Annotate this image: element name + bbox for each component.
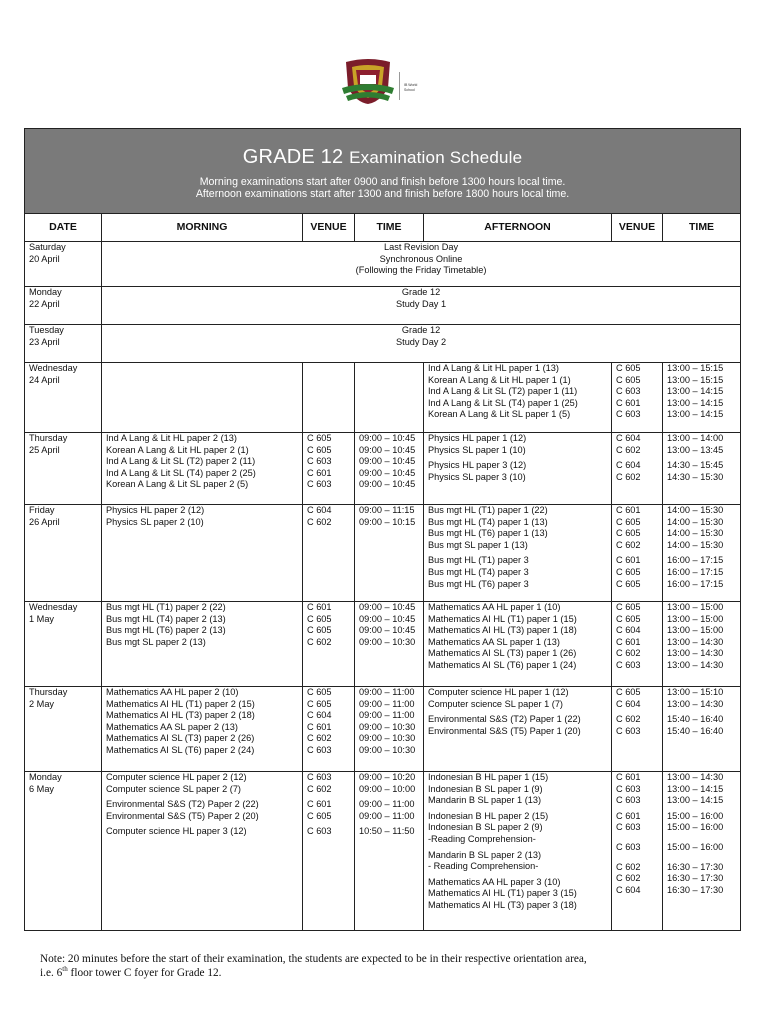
cell-line: Ind A Lang & Lit SL (T2) paper 1 (11) [428,386,578,397]
cell-line: C 602 [616,471,641,482]
cell-line: C 603 [616,795,641,806]
cell-line: 09:00 – 10:15 [359,516,416,527]
cell-line: Mathematics AA HL paper 2 (10) [106,687,239,697]
cell-line: 13:00 – 14:15 [667,386,724,397]
cell-line: C 604 [616,625,641,636]
cell-line: C 603 [616,841,641,852]
afternoon-venue-cell [612,687,663,772]
cell-line: C 603 [307,772,332,782]
column-header-morning: MORNING [102,214,303,242]
afternoon-time-cell [663,363,741,433]
cell-line: C 601 [307,602,332,612]
cell-line: Grade 12 [401,325,441,335]
cell-line: Wednesday [29,602,78,612]
cell-line: C 603 [616,822,641,833]
cell-line: 09:00 – 11:00 [359,710,415,721]
cell-line: 13:00 – 14:30 [667,659,724,670]
cell-line: C 601 [616,772,641,782]
afternoon-cell [424,505,612,602]
cell-line: Ind A Lang & Lit SL (T2) paper 2 (11) [106,456,256,467]
cell-line: 13:00 – 14:15 [667,397,724,408]
cell-line: Bus mgt HL (T1) paper 3 [428,555,529,566]
cell-line: 24 April [29,374,60,385]
date-cell [25,772,102,931]
cell-line: 1 May [29,613,55,624]
cell-line: Mathematics AI HL (T1) paper 1 (15) [428,613,577,624]
cell-line: Bus mgt HL (T6) paper 1 (13) [428,528,548,539]
column-header-venue: VENUE [303,214,355,242]
cell-line: C 605 [307,613,332,624]
cell-line: 15:00 – 16:00 [667,822,724,833]
cell-line: C 605 [307,433,332,443]
cell-line: Bus mgt HL (T1) paper 1 (22) [428,505,548,515]
afternoon-venue-cell [612,772,663,931]
afternoon-time-cell [663,687,741,772]
cell-line: Grade 12 [401,287,441,297]
cell-line: Ind A Lang & Lit SL (T4) paper 2 (25) [106,467,256,478]
cell-line: Bus mgt SL paper 1 (13) [428,539,528,550]
cell-line: Bus mgt HL (T4) paper 3 [428,566,529,577]
cell-line: Tuesday [29,325,64,335]
cell-line: C 603 [307,826,332,837]
cell-line: Mathematics AI SL (T6) paper 1 (24) [428,659,577,670]
morning-time-cell [355,363,424,433]
cell-line: 16:30 – 17:30 [667,884,724,895]
cell-line: Mathematics AA SL paper 2 (13) [106,721,238,732]
cell-line: C 602 [616,714,641,725]
cell-line: 14:00 – 15:30 [667,539,724,550]
cell-line: C 603 [307,479,332,490]
cell-line: Thursday [29,433,68,443]
cell-line: C 605 [307,444,332,455]
cell-line: 20 April [29,253,60,264]
cell-line: C 605 [616,566,641,577]
morning-time-cell [355,687,424,772]
cell-line: Bus mgt SL paper 2 (13) [106,636,206,647]
cell-line: 16:00 – 17:15 [667,555,724,566]
cell-line: Mathematics AI HL (T1) paper 2 (15) [106,698,255,709]
cell-line: 09:00 – 10:00 [359,783,416,794]
cell-line: 09:00 – 10:30 [359,744,416,755]
cell-line: C 605 [307,698,332,709]
cell-line: Physics HL paper 1 (12) [428,433,527,443]
cell-line: Mathematics AA HL paper 3 (10) [428,876,561,887]
exam-schedule-table [24,128,741,931]
cell-line: 09:00 – 10:20 [359,772,416,782]
cell-line: 09:00 – 11:00 [359,687,415,697]
cell-line: Mathematics AI SL (T3) paper 2 (26) [106,733,255,744]
cell-line: Mathematics AI HL (T3) paper 1 (18) [428,625,577,636]
cell-line: Bus mgt HL (T1) paper 2 (22) [106,602,226,612]
cell-line: 26 April [29,516,60,527]
cell-line: Korean A Lang & Lit HL paper 2 (1) [106,444,249,455]
cell-line: C 605 [616,578,641,589]
afternoon-cell [424,433,612,505]
cell-line: C 601 [616,555,641,566]
column-header-time: TIME [663,214,741,242]
morning-venue-cell [303,772,355,931]
cell-line: C 602 [307,733,332,744]
cell-line: - Reading Comprehension- [428,861,539,872]
cell-line: 2 May [29,698,55,709]
cell-line: C 605 [616,687,641,697]
morning-venue-cell [303,433,355,505]
cell-line: 13:00 – 14:30 [667,698,724,709]
cell-line: 13:00 – 15:00 [667,613,724,624]
date-cell [25,505,102,602]
cell-line: Mathematics AA SL paper 1 (13) [428,636,560,647]
cell-line: C 603 [616,409,641,420]
cell-line: Bus mgt HL (T6) paper 3 [428,578,529,589]
cell-line: C 602 [616,539,641,550]
cell-line: C 602 [307,783,332,794]
cell-line: Ind A Lang & Lit HL paper 2 (13) [106,433,237,443]
column-header-venue: VENUE [612,214,663,242]
afternoon-venue-cell [612,602,663,687]
cell-line: 14:30 – 15:45 [667,460,724,471]
cell-line: 16:30 – 17:30 [667,873,724,884]
cell-line: 25 April [29,444,60,455]
cell-line: Mathematics AI HL (T3) paper 3 (18) [428,899,577,910]
morning-time-cell [355,505,424,602]
morning-cell [102,505,303,602]
cell-line: 16:30 – 17:30 [667,861,724,872]
cell-line: 09:00 – 10:30 [359,733,416,744]
cell-line: 09:00 – 10:45 [359,433,416,443]
cell-line: C 602 [616,873,641,884]
merged-note-cell [102,325,741,363]
afternoon-cell [424,363,612,433]
table-header-row [25,214,741,242]
cell-line: C 602 [307,516,332,527]
morning-venue-cell [303,505,355,602]
cell-line: Mandarin B SL paper 2 (13) [428,849,542,860]
column-header-time: TIME [355,214,424,242]
cell-line: 22 April [29,298,60,309]
schedule-banner [25,129,741,214]
cell-line: 09:00 – 10:45 [359,456,416,467]
cell-line: Physics SL paper 2 (10) [106,516,204,527]
afternoon-venue-cell [612,433,663,505]
afternoon-time-cell [663,433,741,505]
cell-line: 09:00 – 10:45 [359,479,416,490]
cell-line: 10:50 – 11:50 [359,826,415,837]
cell-line: C 601 [616,397,641,408]
cell-line: 14:00 – 15:30 [667,505,724,515]
cell-line: Mathematics AI SL (T3) paper 1 (26) [428,648,577,659]
cell-line: Computer science SL paper 1 (7) [428,698,563,709]
cell-line: C 602 [616,648,641,659]
cell-line: Ind A Lang & Lit HL paper 1 (13) [428,363,559,373]
cell-line: C 605 [616,516,641,527]
cell-line: 13:00 – 15:15 [667,363,724,373]
cell-line: -Reading Comprehension- [428,833,536,844]
cell-line: 13:00 – 15:15 [667,374,724,385]
cell-line: C 604 [616,698,641,709]
cell-line: 13:00 – 15:10 [667,687,724,697]
page-title: GRADE 12 Examination Schedule [242,146,523,168]
cell-line: 09:00 – 10:45 [359,613,416,624]
date-cell [25,433,102,505]
afternoon-cell [424,602,612,687]
table-row [25,772,741,931]
cell-line: 09:00 – 11:00 [359,698,415,709]
cell-line: Computer science SL paper 2 (7) [106,783,241,794]
table-row [25,287,741,325]
cell-line: C 602 [616,444,641,455]
cell-line: (Following the Friday Timetable) [355,265,487,276]
cell-line: C 605 [616,363,641,373]
header-logo-area [0,58,768,108]
cell-line: 09:00 – 11:15 [359,505,415,515]
afternoon-time-cell [663,772,741,931]
cell-line: 13:00 – 13:45 [667,444,724,455]
cell-line: Physics HL paper 2 (12) [106,505,205,515]
cell-line: 13:00 – 14:30 [667,636,724,647]
cell-line: 13:00 – 14:00 [667,433,724,443]
cell-line: Indonesian B HL paper 1 (15) [428,772,549,782]
cell-line: 13:00 – 14:15 [667,795,724,806]
logo-divider [399,72,400,100]
cell-line: 09:00 – 11:00 [359,810,415,821]
cell-line: 14:30 – 15:30 [667,471,724,482]
cell-line: 09:00 – 10:45 [359,444,416,455]
cell-line: Indonesian B HL paper 2 (15) [428,810,549,821]
cell-line: Study Day 1 [396,298,447,309]
cell-line: Environmental S&S (T2) Paper 1 (22) [428,714,581,725]
morning-time-cell [355,433,424,505]
cell-line: C 601 [616,505,641,515]
cell-line: 13:00 – 14:30 [667,772,724,782]
footnote: Note: 20 minutes before the start of their examination, the students are expected to be in their respective orientation area, i.e. 6th floor tower C foyer for Grade 12. [40,953,587,979]
cell-line: 13:00 – 14:15 [667,783,724,794]
cell-line: Physics SL paper 3 (10) [428,471,526,482]
cell-line: Bus mgt HL (T6) paper 2 (13) [106,625,226,636]
morning-cell [102,772,303,931]
cell-line: 16:00 – 17:15 [667,578,724,589]
cell-line: 13:00 – 15:00 [667,602,724,612]
cell-line: C 604 [616,460,641,471]
cell-line: Korean A Lang & Lit SL paper 1 (5) [428,409,571,420]
cell-line: C 601 [616,636,641,647]
cell-line: C 605 [307,687,332,697]
cell-line: 13:00 – 15:00 [667,625,724,636]
morning-time-cell [355,602,424,687]
morning-time-cell [355,772,424,931]
cell-line: C 603 [616,386,641,397]
cell-line: 13:00 – 14:15 [667,409,724,420]
cell-line: C 602 [616,861,641,872]
table-row [25,242,741,287]
schedule-subtitle: Morning examinations start after 0900 and finish before 1300 hours local time. Afternoon examinations start after 1300 and finish before 1800 hours local time. [195,176,570,200]
cell-line: C 605 [307,625,332,636]
date-cell [25,687,102,772]
school-crest-icon [340,58,396,106]
cell-line: Thursday [29,687,68,697]
cell-line: Indonesian B SL paper 2 (9) [428,822,543,833]
cell-line: C 605 [616,528,641,539]
cell-line: Indonesian B SL paper 1 (9) [428,783,543,794]
date-cell [25,287,102,325]
cell-line: C 605 [616,602,641,612]
cell-line: Computer science HL paper 1 (12) [428,687,569,697]
cell-line: Synchronous Online [379,253,463,264]
cell-line: C 601 [616,810,641,821]
table-row [25,433,741,505]
cell-line: C 605 [616,374,641,385]
cell-line: C 601 [307,467,332,478]
table-row [25,505,741,602]
cell-line: Wednesday [29,363,78,373]
cell-line: Korean A Lang & Lit SL paper 2 (5) [106,479,249,490]
cell-line: C 603 [616,783,641,794]
morning-cell [102,363,303,433]
table-row [25,602,741,687]
cell-line: C 604 [616,884,641,895]
morning-venue-cell [303,602,355,687]
date-cell [25,325,102,363]
morning-cell [102,602,303,687]
cell-line: 09:00 – 10:30 [359,721,416,732]
cell-line: Monday [29,287,62,297]
cell-line: 15:00 – 16:00 [667,810,724,821]
cell-line: C 604 [616,433,641,443]
cell-line: Mathematics AI SL (T6) paper 2 (24) [106,744,255,755]
morning-venue-cell [303,687,355,772]
cell-line: 15:00 – 16:00 [667,841,724,852]
cell-line: C 605 [616,613,641,624]
cell-line: 6 May [29,783,55,794]
logo-tagline: IB World School [404,83,418,92]
cell-line: C 604 [307,505,332,515]
merged-note-cell [102,287,741,325]
cell-line: Environmental S&S (T5) Paper 1 (20) [428,725,581,736]
cell-line: Ind A Lang & Lit SL (T4) paper 1 (25) [428,397,578,408]
cell-line: C 604 [307,710,332,721]
cell-line: C 601 [307,799,332,810]
afternoon-time-cell [663,505,741,602]
cell-line: Saturday [29,242,66,252]
afternoon-cell [424,687,612,772]
table-row [25,363,741,433]
cell-line: 09:00 – 10:30 [359,636,416,647]
cell-line: Physics SL paper 1 (10) [428,444,526,455]
date-cell [25,602,102,687]
cell-line: Physics HL paper 3 (12) [428,460,527,471]
cell-line: 14:00 – 15:30 [667,516,724,527]
cell-line: Mandarin B SL paper 1 (13) [428,795,542,806]
cell-line: 13:00 – 14:30 [667,648,724,659]
table-row [25,325,741,363]
cell-line: Computer science HL paper 3 (12) [106,826,247,837]
cell-line: 23 April [29,336,60,347]
cell-line: Bus mgt HL (T4) paper 2 (13) [106,613,226,624]
cell-line: 14:00 – 15:30 [667,528,724,539]
morning-venue-cell [303,363,355,433]
morning-cell [102,433,303,505]
cell-line: Monday [29,772,62,782]
date-cell [25,242,102,287]
cell-line: Bus mgt HL (T4) paper 1 (13) [428,516,548,527]
cell-line: C 603 [307,744,332,755]
cell-line: C 603 [307,456,332,467]
cell-line: Last Revision Day [384,242,459,252]
afternoon-venue-cell [612,363,663,433]
cell-line: C 605 [307,810,332,821]
cell-line: 15:40 – 16:40 [667,714,724,725]
cell-line: Mathematics AI HL (T3) paper 2 (18) [106,710,255,721]
cell-line: 09:00 – 10:45 [359,467,416,478]
column-header-afternoon: AFTERNOON [424,214,612,242]
cell-line: 09:00 – 10:45 [359,625,416,636]
morning-cell [102,687,303,772]
afternoon-time-cell [663,602,741,687]
date-cell [25,363,102,433]
afternoon-cell [424,772,612,931]
cell-line: 09:00 – 10:45 [359,602,416,612]
cell-line: Mathematics AI HL (T1) paper 3 (15) [428,888,577,899]
cell-line: 09:00 – 11:00 [359,799,415,810]
cell-line: C 602 [307,636,332,647]
cell-line: Computer science HL paper 2 (12) [106,772,247,782]
cell-line: Friday [29,505,55,515]
cell-line: C 603 [616,659,641,670]
cell-line: Mathematics AA HL paper 1 (10) [428,602,561,612]
cell-line: Korean A Lang & Lit HL paper 1 (1) [428,374,571,385]
cell-line: Environmental S&S (T2) Paper 2 (22) [106,799,259,810]
merged-note-cell [102,242,741,287]
cell-line: 16:00 – 17:15 [667,566,724,577]
cell-line: Environmental S&S (T5) Paper 2 (20) [106,810,259,821]
cell-line: C 601 [307,721,332,732]
table-row [25,687,741,772]
cell-line: Study Day 2 [396,336,447,347]
cell-line: C 603 [616,725,641,736]
cell-line: 15:40 – 16:40 [667,725,724,736]
afternoon-venue-cell [612,505,663,602]
column-header-date: DATE [25,214,102,242]
